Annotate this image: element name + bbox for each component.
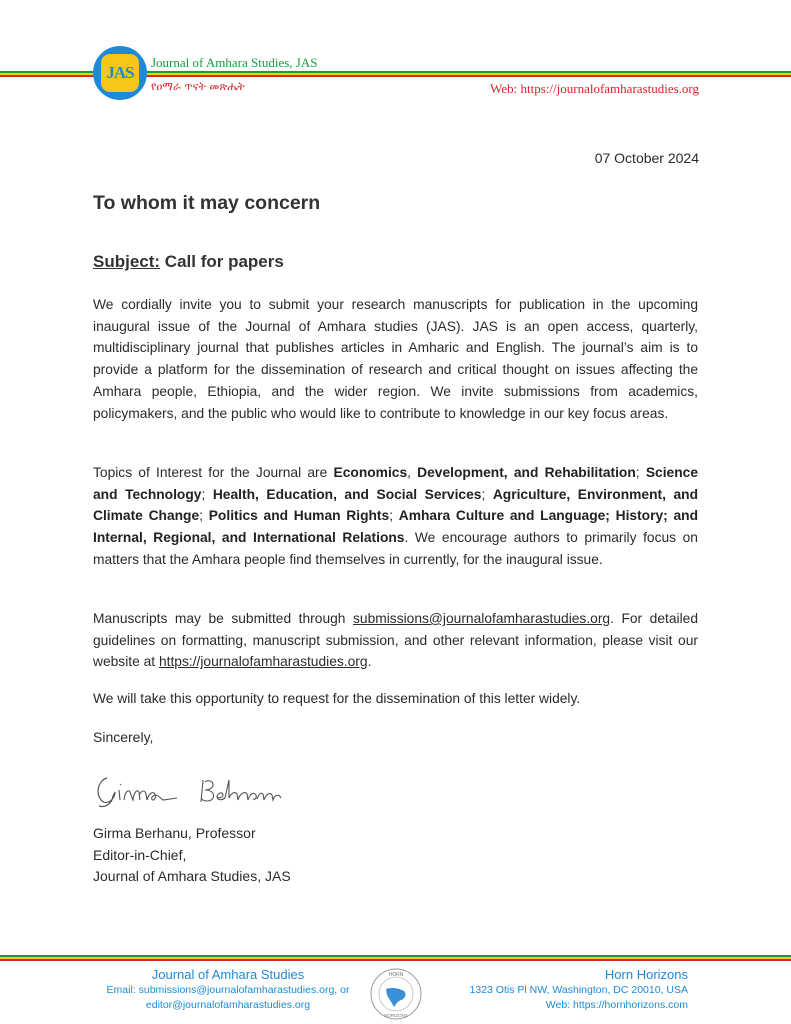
journal-name-amharic: የዐማራ ጥናት መጽሔት [151,80,245,93]
letter-date: 07 October 2024 [594,150,699,166]
topic-separator: , [407,465,418,480]
footer-journal-title: Journal of Amhara Studies [151,967,305,982]
footer-flag-stripes [0,955,791,961]
footer-hh-address: 1323 Otis Pl NW, Washington, DC 20010, USA [469,984,688,996]
paragraph-submission [93,608,698,673]
horn-horizons-logo [369,967,423,1021]
submission-email-link[interactable]: submissions@journalofamharastudies.org [353,611,611,626]
topic-economics: Economics [333,465,408,480]
signer-organization: Journal of Amhara Studies, JAS [93,868,291,885]
website-link[interactable]: https://journalofamharastudies.org [158,654,368,670]
header-website-link[interactable]: Web: https://journalofamharastudies.org [490,81,699,96]
signer-name: Girma Berhanu, Professor [93,825,256,841]
signature [93,762,293,817]
footer-journal-info [93,967,363,1013]
paragraph-invitation: We cordially invite you to submit your research manuscripts for publication in the upcoming inaugural issue of the Journal of Amhara studies (JAS). JAS is an open access, quarterly, multidisciplinary journal that publishes articles in Amharic and English. The journal’s aim is to provide a platform for the dissemination of research and critical thought on issues affecting the Amhara people, Ethiopia, and the wider region. We invite submissions from academics, policymakers, and the public who would like to contribute to knowledge in our key focus areas. [93,297,698,421]
topic-separator: ; [481,486,493,502]
topic-development: Development, and Rehabilitation [417,465,636,480]
topic-politics: Politics and Human Rights [208,508,390,524]
paragraph-dissemination: We will take this opportunity to request for the dissemination of this letter widely. [93,691,581,706]
topic-separator: ; [635,465,646,480]
footer-email-line[interactable]: Email: submissions@journalofamharastudies.org, or [106,984,350,996]
footer-horn-horizons-info [450,967,688,1013]
jas-logo-text: JAS [106,63,134,82]
topics-outro: . We encourage authors to primarily focus on matters that the Amhara people find themselves in currently, for the inaugural issue. [93,530,698,567]
topics-intro: Topics of Interest for the Journal are [93,465,334,480]
submission-pre: Manuscripts may be submitted through [93,611,353,626]
subject-line [93,252,284,272]
signer-block [93,823,291,888]
topic-agriculture: Agriculture, Environment, and Climate Change [93,486,699,524]
footer-editor-email[interactable]: editor@journalofamharastudies.org [145,999,311,1011]
submission-mid: . For detailed guidelines on formatting, manuscript submission, and other relevant information, please visit our website at [93,611,699,670]
hh-logo-bottom-text: HORIZONS [384,1013,408,1018]
jas-logo [93,46,147,100]
topic-health: Health, Education, and Social Services [212,486,482,502]
paragraph-topics [93,462,698,571]
signer-title: Editor-in-Chief, [93,846,187,863]
topic-separator: ; [201,486,213,502]
topic-science: Science and Technology [93,465,698,502]
salutation: To whom it may concern [93,192,321,214]
closing: Sincerely, [93,729,154,745]
journal-name: Journal of Amhara Studies, JAS [151,55,318,70]
submission-end: . [367,654,372,670]
hh-logo-top-text: HORN [388,972,404,978]
topic-separator: ; [199,508,209,524]
subject-label: Subject: [93,252,161,271]
topic-culture-history: Amhara Culture and Language; History; and Internal, Regional, and International Relations [93,508,699,546]
topic-separator: ; [389,508,399,524]
subject-text: Call for papers [164,252,284,271]
footer-hh-title: Horn Horizons [604,967,688,982]
footer-hh-website[interactable]: Web: https://hornhorizons.com [545,999,688,1011]
